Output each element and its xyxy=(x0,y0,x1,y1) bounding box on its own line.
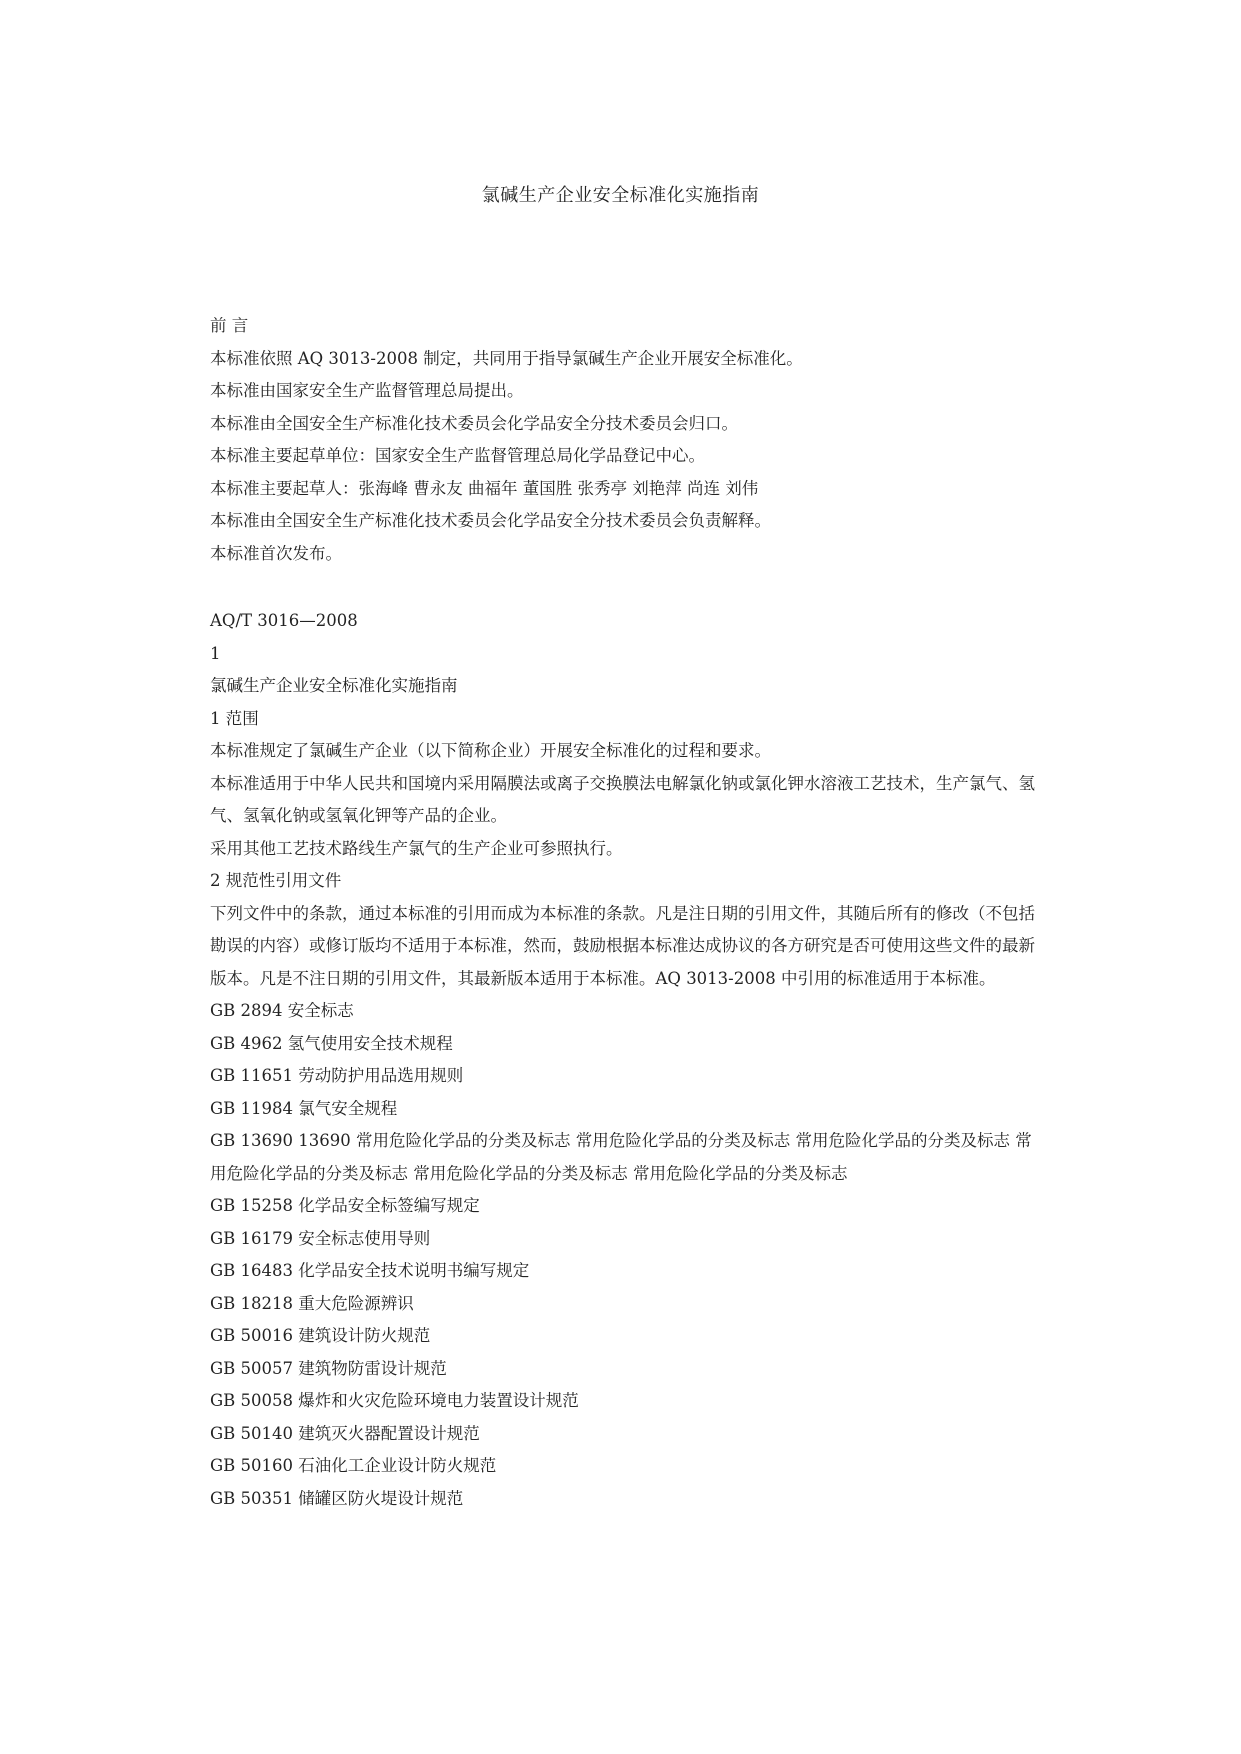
preface-paragraph: 本标准由全国安全生产标准化技术委员会化学品安全分技术委员会负责解释。 xyxy=(210,511,771,530)
preface-paragraph: 本标准首次发布。 xyxy=(210,543,342,563)
reference-item: GB 4962 氢气使用安全技术规程 xyxy=(210,1033,453,1053)
preface-paragraph: 本标准由国家安全生产监督管理总局提出。 xyxy=(210,381,524,400)
reference-item: GB 11651 劳动防护用品选用规则 xyxy=(210,1066,464,1085)
reference-item: GB 2894 安全标志 xyxy=(210,1001,354,1020)
reference-item: GB 16483 化学品安全技术说明书编写规定 xyxy=(210,1261,530,1280)
reference-item: GB 18218 重大危险源辨识 xyxy=(210,1293,414,1313)
scope-paragraph: 本标准规定了氯碱生产企业（以下简称企业）开展安全标准化的过程和要求。 xyxy=(210,741,771,760)
preface-paragraph: 本标准依照 AQ 3013-2008 制定，共同用于指导氯碱生产企业开展安全标准化。 xyxy=(210,348,803,368)
section-heading-references: 2 规范性引用文件 xyxy=(210,871,342,890)
reference-item: GB 50140 建筑灭火器配置设计规范 xyxy=(210,1423,480,1443)
reference-item: GB 16179 安全标志使用导则 xyxy=(210,1228,431,1248)
reference-item: GB 13690 13690 常用危险化学品的分类及标志 常用危险化学品的分类及标志 常用危险化学品的分类及标志 常用危险化学品的分类及标志 常用危险化学品的分类及标志 常用危险化学品的分类及标志 xyxy=(210,1131,1032,1183)
reference-item: GB 15258 化学品安全标签编写规定 xyxy=(210,1196,480,1215)
reference-item: GB 50016 建筑设计防火规范 xyxy=(210,1326,431,1345)
reference-item: GB 50058 爆炸和火灾危险环境电力装置设计规范 xyxy=(210,1391,579,1410)
reference-item: GB 50351 储罐区防火堤设计规范 xyxy=(210,1488,464,1508)
page-number: 1 xyxy=(210,643,221,663)
preface-paragraph: 本标准由全国安全生产标准化技术委员会化学品安全分技术委员会归口。 xyxy=(210,413,738,433)
scope-paragraph: 本标准适用于中华人民共和国境内采用隔膜法或离子交换膜法电解氯化钠或氯化钾水溶液工艺技术，生产氯气、氢气、氢氧化钠或氢氧化钾等产品的企业。 xyxy=(210,773,1035,825)
scope-paragraph: 采用其他工艺技术路线生产氯气的生产企业可参照执行。 xyxy=(210,838,623,858)
references-intro: 下列文件中的条款，通过本标准的引用而成为本标准的条款。凡是注日期的引用文件，其随后所有的修改（不包括勘误的内容）或修订版均不适用于本标准，然而，鼓励根据本标准达成协议的各方研究是否可使用这些文件的最新版本。凡是不注日期的引用文件，其最新版本适用于本标准。AQ 3013-2008 中引用的标准适用于本标准。 xyxy=(210,903,1035,988)
reference-item: GB 11984 氯气安全规程 xyxy=(210,1098,398,1118)
standard-code: AQ/T 3016—2008 xyxy=(210,611,358,630)
preface-heading: 前 言 xyxy=(210,316,249,335)
main-content xyxy=(210,605,1040,1515)
reference-item: GB 50160 石油化工企业设计防火规范 xyxy=(210,1456,497,1475)
preface-paragraph: 本标准主要起草人：张海峰 曹永友 曲福年 董国胜 张秀亭 刘艳萍 尚连 刘伟 xyxy=(210,478,759,498)
preface-paragraph: 本标准主要起草单位：国家安全生产监督管理总局化学品登记中心。 xyxy=(210,446,705,465)
section-heading-scope: 1 范围 xyxy=(210,708,259,728)
document-title: 氯碱生产企业安全标准化实施指南 xyxy=(481,185,760,206)
preface-section xyxy=(210,310,1040,570)
document-subtitle: 氯碱生产企业安全标准化实施指南 xyxy=(210,676,458,695)
reference-item: GB 50057 建筑物防雷设计规范 xyxy=(210,1358,447,1378)
